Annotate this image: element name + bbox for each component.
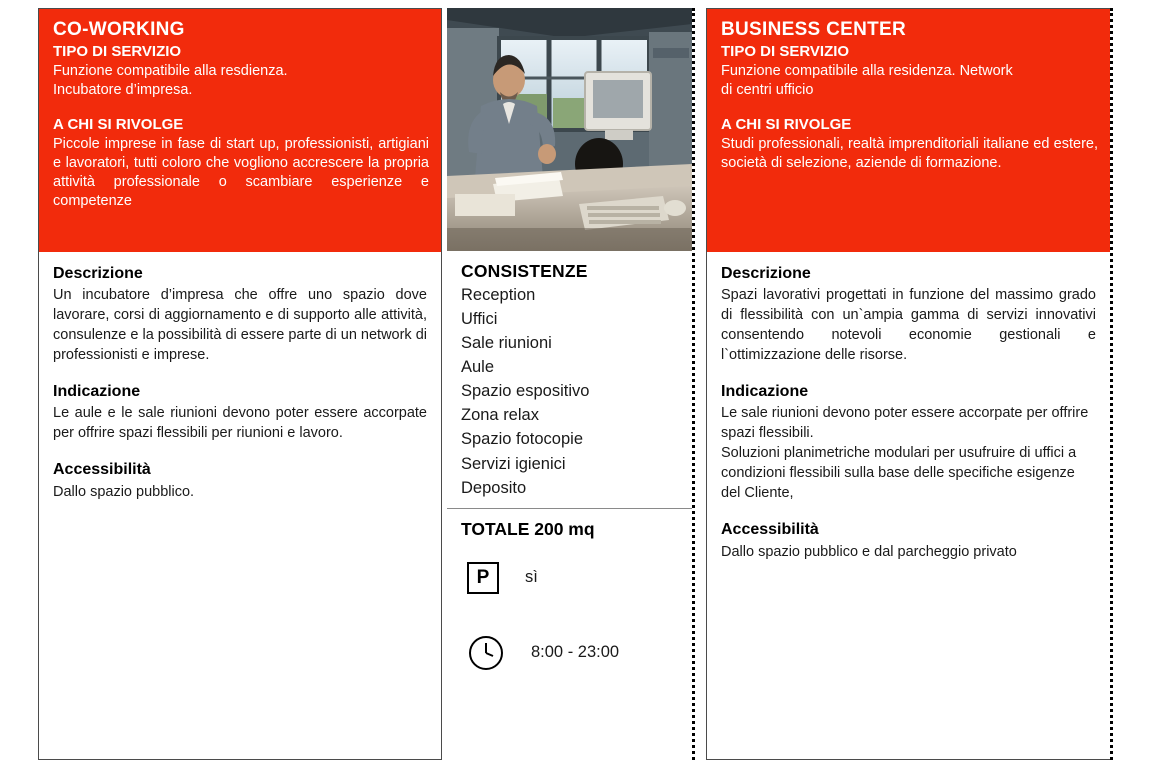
service-type-text-line1: Funzione compatibile alla resdienza. (53, 62, 288, 79)
co-working-card (38, 8, 442, 760)
list-item: Sale riunioni (461, 334, 552, 353)
service-type-text-line1: Funzione compatibile alla residenza. Network (721, 62, 1013, 79)
section-spacer-2 (721, 503, 1096, 520)
indication-text-1: Le sale riunioni devono poter essere accorpate per offrire spazi flessibili. (721, 405, 1089, 442)
hours-value: 8:00 - 23:00 (531, 643, 620, 662)
consistency-title: CONSISTENZE (461, 261, 588, 281)
list-item: Spazio fotocopie (461, 430, 584, 449)
parking-icon: P (467, 562, 499, 594)
indication-label: Indicazione (721, 383, 809, 401)
list-item: Uffici (461, 310, 498, 329)
header-spacer (721, 100, 1098, 116)
list-item: Servizi igienici (461, 454, 566, 473)
business-center-card (706, 8, 1110, 760)
accessibility-label: Accessibilità (721, 521, 819, 539)
hours-row (447, 634, 692, 672)
section-spacer-2 (53, 443, 427, 460)
parking-value: sì (525, 568, 538, 587)
parking-row (447, 562, 692, 594)
card-title: CO-WORKING (53, 19, 185, 40)
service-type-text-line2: Incubatore d’impresa. (53, 81, 193, 98)
header-spacer (53, 100, 429, 116)
description-label: Descrizione (53, 265, 143, 282)
consistency-list (447, 251, 692, 509)
right-dotted-divider (1110, 8, 1113, 760)
clock-icon (467, 634, 505, 672)
service-type-text-line2: di centri ufficio (721, 81, 814, 98)
accessibility-text: Dallo spazio pubblico. (53, 483, 195, 500)
consistency-column (447, 8, 695, 760)
office-workspace-photo (447, 8, 692, 251)
indication-text: Le aule e le sale riunioni devono poter essere accorpate per offrire spazi flessibili per riunioni e lavoro. (53, 405, 427, 442)
audience-label: A CHI SI RIVOLGE (721, 116, 852, 134)
business-center-body (707, 252, 1110, 572)
audience-text: Studi professionali, realtà imprenditoriali italiane ed estere, società di selezione, aziende di formazione. (721, 136, 1098, 172)
list-item: Deposito (461, 478, 527, 497)
accessibility-text: Dallo spazio pubblico e dal parcheggio privato (721, 543, 1017, 560)
accessibility-label: Accessibilità (53, 461, 151, 479)
audience-label: A CHI SI RIVOLGE (53, 116, 184, 134)
co-working-body (39, 252, 441, 512)
list-item: Spazio espositivo (461, 382, 590, 401)
audience-text: Piccole imprese in fase di start up, professionisti, artigiani e lavoratori, tutti coloro che vogliono accrescere la propria attività professionale o scambiare esperienze e competenze (53, 136, 429, 210)
card-title: BUSINESS CENTER (721, 19, 907, 40)
service-type-label: TIPO DI SERVIZIO (721, 42, 850, 60)
co-working-header (39, 9, 441, 252)
service-type-label: TIPO DI SERVIZIO (53, 42, 182, 60)
section-spacer (53, 365, 427, 382)
description-text: Spazi lavorativi progettati in funzione del massimo grado di flessibilità con un`ampia gamma di servizi innovativi consentendo notevoli economie gestionali e l`ottimizzazione delle risorse. (721, 287, 1096, 364)
section-spacer (721, 365, 1096, 382)
description-text: Un incubatore d’impresa che offre uno spazio dove lavorare, corsi di aggiornamento e di supporto alle attività, consulenze e la possibilità di essere parte di un network di professionisti e imprese. (53, 287, 427, 364)
business-center-header (707, 9, 1110, 252)
indication-label: Indicazione (53, 383, 141, 401)
list-item: Reception (461, 286, 536, 304)
description-label: Descrizione (721, 265, 811, 282)
indication-text-2: Soluzioni planimetriche modulari per usufruire di uffici a condizioni flessibili sulla base delle specifiche esigenze del Cliente, (721, 445, 1077, 502)
list-item: Aule (461, 358, 495, 377)
list-item: Zona relax (461, 406, 539, 425)
total-area-label: TOTALE 200 mq (461, 518, 595, 539)
